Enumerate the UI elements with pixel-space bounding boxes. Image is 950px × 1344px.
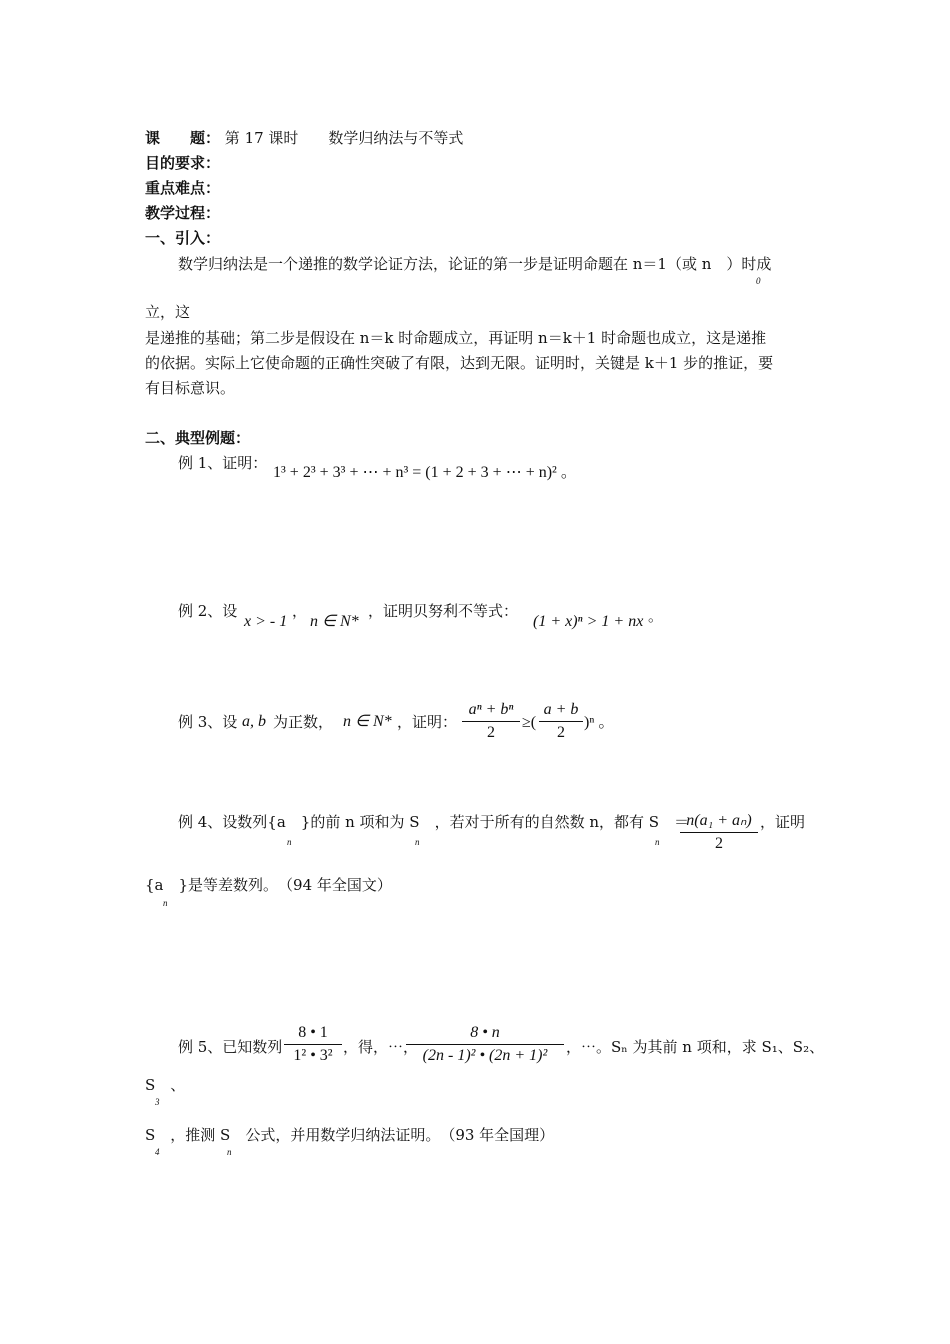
- example5-tail: ，⋯。Sₙ 为其前 n 项和，求 S₁、S₂、: [566, 1038, 825, 1056]
- example4-sub-a2: n: [163, 898, 168, 908]
- example5-sub-3: 3: [155, 1097, 160, 1107]
- intro-line-1: 数学归纳法是一个递推的数学论证方法，论证的第一步是证明命题在 n＝1（或 n ）时成: [178, 255, 772, 273]
- fraction-bar: [284, 1044, 342, 1045]
- example5-numerator-1: 8 • 1: [298, 1024, 328, 1041]
- example3-denominator-left: 2: [487, 724, 495, 741]
- example4-denominator: 2: [715, 835, 723, 852]
- title-label: 课 题：: [145, 129, 221, 147]
- intro-line-4: 的依据。实际上它使命题的正确性突破了有限，达到无限。证明时，关键是 k＋1 步的推证，要: [145, 354, 774, 372]
- goal-label: 目的要求：: [145, 154, 221, 172]
- example2-condition-n: n ∈ N*: [310, 613, 359, 630]
- section1-heading: 一、引入：: [145, 229, 221, 247]
- example3-numerator-right: a + b: [543, 701, 579, 718]
- example3-vars: a, b: [242, 713, 266, 730]
- example5-denominator-2: (2n - 1)² • (2n + 1)²: [422, 1047, 548, 1064]
- example5-mid: ，得，⋯，: [343, 1038, 419, 1056]
- lesson-title-row: [145, 128, 463, 148]
- example3-fraction-right: [539, 701, 583, 742]
- title-text: 第 17 课时 数学归纳法与不等式: [224, 129, 464, 147]
- example3-close: )ⁿ 。: [584, 714, 615, 731]
- example4-line-2: {a }是等差数列。 （94 年全国文）: [145, 876, 392, 894]
- section2-heading: 二、典型例题：: [145, 429, 251, 447]
- example3-text1: 为正数，: [273, 713, 334, 731]
- example5-sub-n: n: [227, 1147, 232, 1157]
- example3-numerator-left: aⁿ + bⁿ: [468, 701, 514, 718]
- example4-tail: ，证明: [760, 813, 806, 831]
- example4-fraction: [680, 810, 758, 853]
- example2-condition-x: x > - 1: [244, 613, 288, 630]
- fraction-bar: [539, 721, 583, 722]
- example4-numerator: n(a₁ + aₙ): [686, 812, 752, 829]
- example5-label: 例 5、已知数列: [178, 1038, 283, 1056]
- intro-line-5: 有目标意识。: [145, 379, 236, 397]
- process-label: 教学过程：: [145, 204, 221, 222]
- example5-sub-4: 4: [155, 1147, 160, 1157]
- example4-sub-s2: n: [655, 837, 660, 847]
- example4-sub-s: n: [415, 837, 420, 847]
- intro-line-1-subscript: 0: [756, 276, 761, 286]
- intro-line-3: 是递推的基础；第二步是假设在 n＝k 时命题成立，再证明 n＝k＋1 时命题也成立，这是递推: [145, 329, 767, 347]
- example5-denominator-1: 1² • 3²: [293, 1047, 333, 1064]
- example5-fraction-1: [284, 1024, 342, 1065]
- example3-fraction-left: [462, 701, 520, 742]
- fraction-bar: [462, 721, 520, 722]
- example2-text: ，证明贝努利不等式：: [368, 602, 519, 620]
- example1-label: 例 1、证明：: [178, 454, 268, 472]
- example5-line-2: S 、: [145, 1076, 186, 1094]
- fraction-bar: [680, 832, 758, 833]
- example3-denominator-right: 2: [557, 724, 565, 741]
- example5-line-3: S ，推测 S 公式，并用数学归纳法证明。 （93 年全国理）: [145, 1126, 555, 1144]
- example2-label: 例 2、设: [178, 602, 238, 620]
- example5-numerator-2: 8 • n: [470, 1024, 500, 1041]
- example5-fraction-2: [406, 1024, 564, 1065]
- example3-label: 例 3、设: [178, 713, 238, 731]
- example3-text2: ，证明：: [397, 713, 458, 731]
- example2-formula: (1 + x)ⁿ > 1 + nx: [533, 613, 644, 630]
- intro-line-2: 立，这: [145, 303, 191, 321]
- example4-sub-a: n: [287, 837, 292, 847]
- example2-comma: ，: [292, 602, 308, 620]
- example3-condition: n ∈ N*: [343, 713, 392, 730]
- focus-label: 重点难点：: [145, 179, 221, 197]
- example2-end: 。: [648, 607, 664, 625]
- fraction-bar: [406, 1044, 564, 1045]
- example3-geq: ≥(: [522, 714, 537, 731]
- example1-formula: 1³ + 2³ + 3³ + ⋯ + n³ = (1 + 2 + 3 + ⋯ + n)² 。: [273, 464, 577, 481]
- example4-line-1: 例 4、设数列{a }的前 n 项和为 S ，若对于所有的自然数 n，都有 S ＝: [178, 813, 690, 831]
